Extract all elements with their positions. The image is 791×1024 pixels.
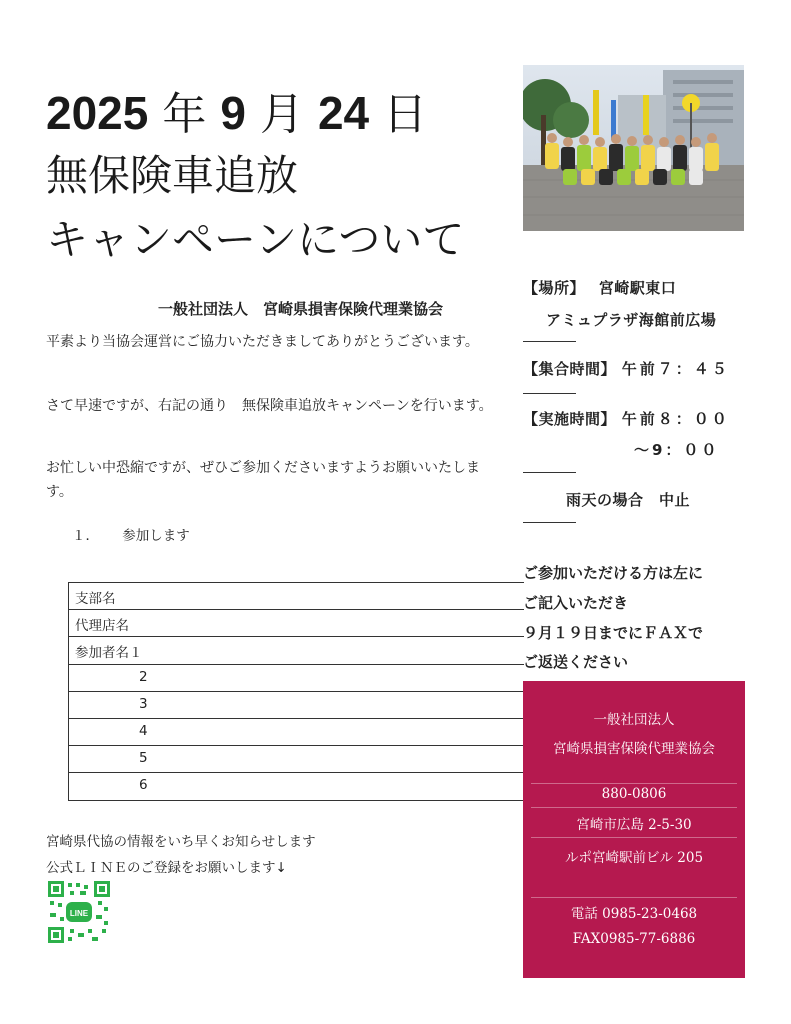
registration-form: [68, 582, 524, 801]
exec-value-2: ～9：００: [634, 441, 720, 459]
gather-label: 【集合時間】: [523, 360, 617, 378]
contact-postal: 880-0806: [601, 786, 667, 802]
campaign-photo: [523, 65, 744, 231]
page-title-line2: 無保険車追放: [46, 151, 299, 200]
form-label: 参加者名１: [75, 645, 143, 662]
callout-line-1: ご参加いただける方は左に: [523, 564, 704, 582]
form-index: 5: [139, 750, 148, 767]
contact-address-1: 宮崎市広島 2-5-30: [576, 817, 692, 833]
exec-value: 午前８：００: [621, 410, 730, 428]
gather-value: 午前７：４５: [621, 360, 730, 378]
contact-address-2: ルポ宮崎駅前ビル 205: [564, 850, 704, 866]
qr-caption: LINE: [69, 909, 89, 918]
request-paragraph: お忙しい中恐縮ですが、ぜひご参加くださいますようお願いいたします。: [46, 460, 480, 500]
exec-label: 【実施時間】: [523, 410, 617, 428]
form-row-participant-1[interactable]: [68, 636, 524, 663]
event-place: [523, 277, 676, 298]
form-row-participant-6[interactable]: [68, 772, 524, 800]
participation-option[interactable]: [72, 524, 190, 544]
form-index: 4: [139, 722, 148, 739]
contact-divider: [531, 837, 737, 838]
divider: [523, 522, 576, 523]
event-gather-time: [523, 358, 730, 379]
form-row-participant-2[interactable]: [68, 664, 524, 691]
title-year: 2025: [46, 87, 149, 139]
divider: [523, 393, 576, 394]
divider: [523, 341, 576, 342]
page-title-line3: キャンペーンについて: [46, 215, 465, 264]
contact-divider: [531, 897, 737, 898]
rain-note: 雨天の場合 中止: [566, 491, 691, 509]
title-day: 24: [317, 87, 370, 139]
place-value-2: アミュプラザ海館前広場: [546, 311, 717, 329]
contact-divider: [531, 807, 737, 808]
title-day-unit: 日: [383, 89, 428, 140]
page-title-date: [46, 86, 427, 142]
form-row-participant-3[interactable]: [68, 691, 524, 718]
form-label: 代理店名: [75, 618, 129, 635]
title-year-unit: 年: [162, 89, 207, 140]
greeting-paragraph: 平素より当協会運営にご協力いただきましてありがとうございます。: [46, 334, 479, 350]
callout-line-4: ご返送ください: [523, 653, 629, 671]
option-number: １．: [72, 528, 99, 544]
form-index: 3: [139, 695, 148, 712]
contact-box: [523, 681, 745, 978]
form-label: 支部名: [75, 591, 116, 607]
title-month-unit: 月: [259, 89, 304, 140]
campaign-paragraph: さて早速ですが、右記の通り 無保険車追放キャンペーンを行います。: [46, 398, 493, 414]
organization-name: 一般社団法人 宮崎県損害保険代理業協会: [158, 300, 444, 318]
place-value: 宮崎駅東口: [598, 279, 677, 297]
line-qr-code-icon[interactable]: [48, 881, 110, 943]
form-index: 2: [139, 668, 148, 685]
form-row-participant-5[interactable]: [68, 745, 524, 772]
title-month: 9: [220, 87, 246, 139]
option-label: 参加します: [122, 528, 190, 544]
place-label: 【場所】: [523, 279, 578, 297]
form-index: 6: [139, 777, 148, 794]
form-row-participant-4[interactable]: [68, 718, 524, 745]
contact-org-line1: 一般社団法人: [593, 712, 675, 728]
divider: [523, 472, 576, 473]
form-row-branch[interactable]: [68, 582, 524, 609]
callout-line-2: ご記入いただき: [523, 594, 629, 612]
form-row-agency[interactable]: [68, 609, 524, 636]
contact-fax: FAX0985-77-6886: [572, 931, 696, 947]
contact-divider: [531, 783, 737, 784]
event-exec-time: [523, 408, 730, 429]
line-notice-2: 公式ＬＩＮＥのご登録をお願いします↓: [46, 860, 287, 876]
contact-tel: 電話 0985-23-0468: [570, 906, 698, 922]
contact-org-line2: 宮崎県損害保険代理業協会: [553, 741, 715, 757]
line-notice-1: 宮崎県代協の情報をいち早くお知らせします: [46, 834, 316, 850]
callout-line-3: ９月１９日までにＦＡＸで: [523, 624, 704, 642]
